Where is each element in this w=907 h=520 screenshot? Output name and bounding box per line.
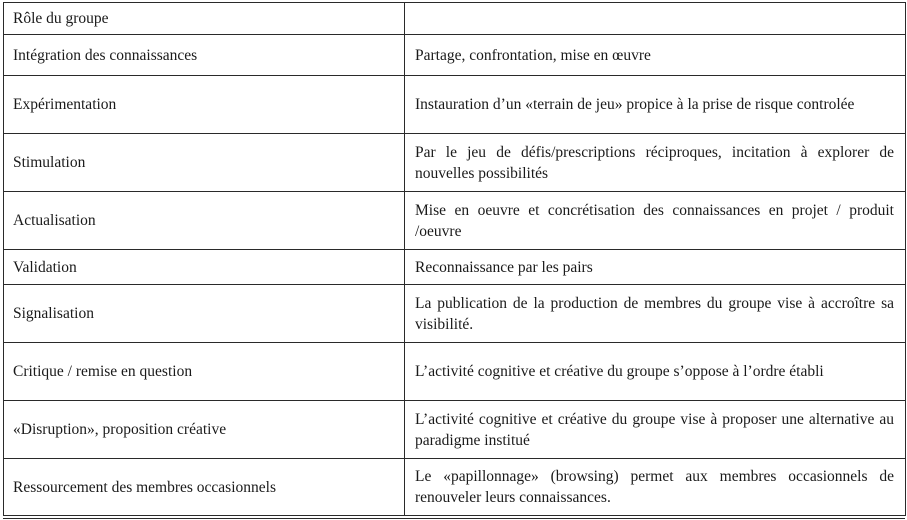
role-cell: Signalisation bbox=[4, 285, 405, 343]
desc-cell: La publication de la production de membres du groupe vise à accroître sa visibilité. bbox=[405, 285, 906, 343]
desc-cell: L’activité cognitive et créative du groupe vise à proposer une alternative au paradigme institué bbox=[405, 401, 906, 459]
table-row bbox=[4, 134, 906, 192]
role-cell: Intégration des connaissances bbox=[4, 35, 405, 76]
desc-cell: Reconnaissance par les pairs bbox=[405, 250, 906, 285]
table-row bbox=[4, 401, 906, 459]
role-cell: Actualisation bbox=[4, 192, 405, 250]
header-desc-cell bbox=[405, 3, 906, 35]
table-header-row bbox=[4, 3, 906, 35]
desc-cell: Partage, confrontation, mise en œuvre bbox=[405, 35, 906, 76]
table-bottom-rule bbox=[3, 518, 905, 519]
table-row bbox=[4, 35, 906, 76]
desc-cell: Instauration d’un «terrain de jeu» propice à la prise de risque controlée bbox=[405, 76, 906, 134]
table-row bbox=[4, 459, 906, 516]
roles-table bbox=[3, 2, 906, 516]
table-row bbox=[4, 250, 906, 285]
header-role-cell: Rôle du groupe bbox=[4, 3, 405, 35]
role-cell: Critique / remise en question bbox=[4, 343, 405, 401]
desc-cell: Par le jeu de défis/prescriptions réciproques, incitation à explorer de nouvelles possibilités bbox=[405, 134, 906, 192]
role-cell: Stimulation bbox=[4, 134, 405, 192]
role-cell: «Disruption», proposition créative bbox=[4, 401, 405, 459]
desc-cell: Le «papillonnage» (browsing) permet aux membres occasionnels de renouveler leurs connaissances. bbox=[405, 459, 906, 516]
role-cell: Ressourcement des membres occasionnels bbox=[4, 459, 405, 516]
table-row bbox=[4, 343, 906, 401]
desc-cell: L’activité cognitive et créative du groupe s’oppose à l’ordre établi bbox=[405, 343, 906, 401]
table-row bbox=[4, 76, 906, 134]
table-row bbox=[4, 285, 906, 343]
desc-cell: Mise en oeuvre et concrétisation des connaissances en projet / produit /oeuvre bbox=[405, 192, 906, 250]
role-cell: Expérimentation bbox=[4, 76, 405, 134]
table-row bbox=[4, 192, 906, 250]
role-cell: Validation bbox=[4, 250, 405, 285]
